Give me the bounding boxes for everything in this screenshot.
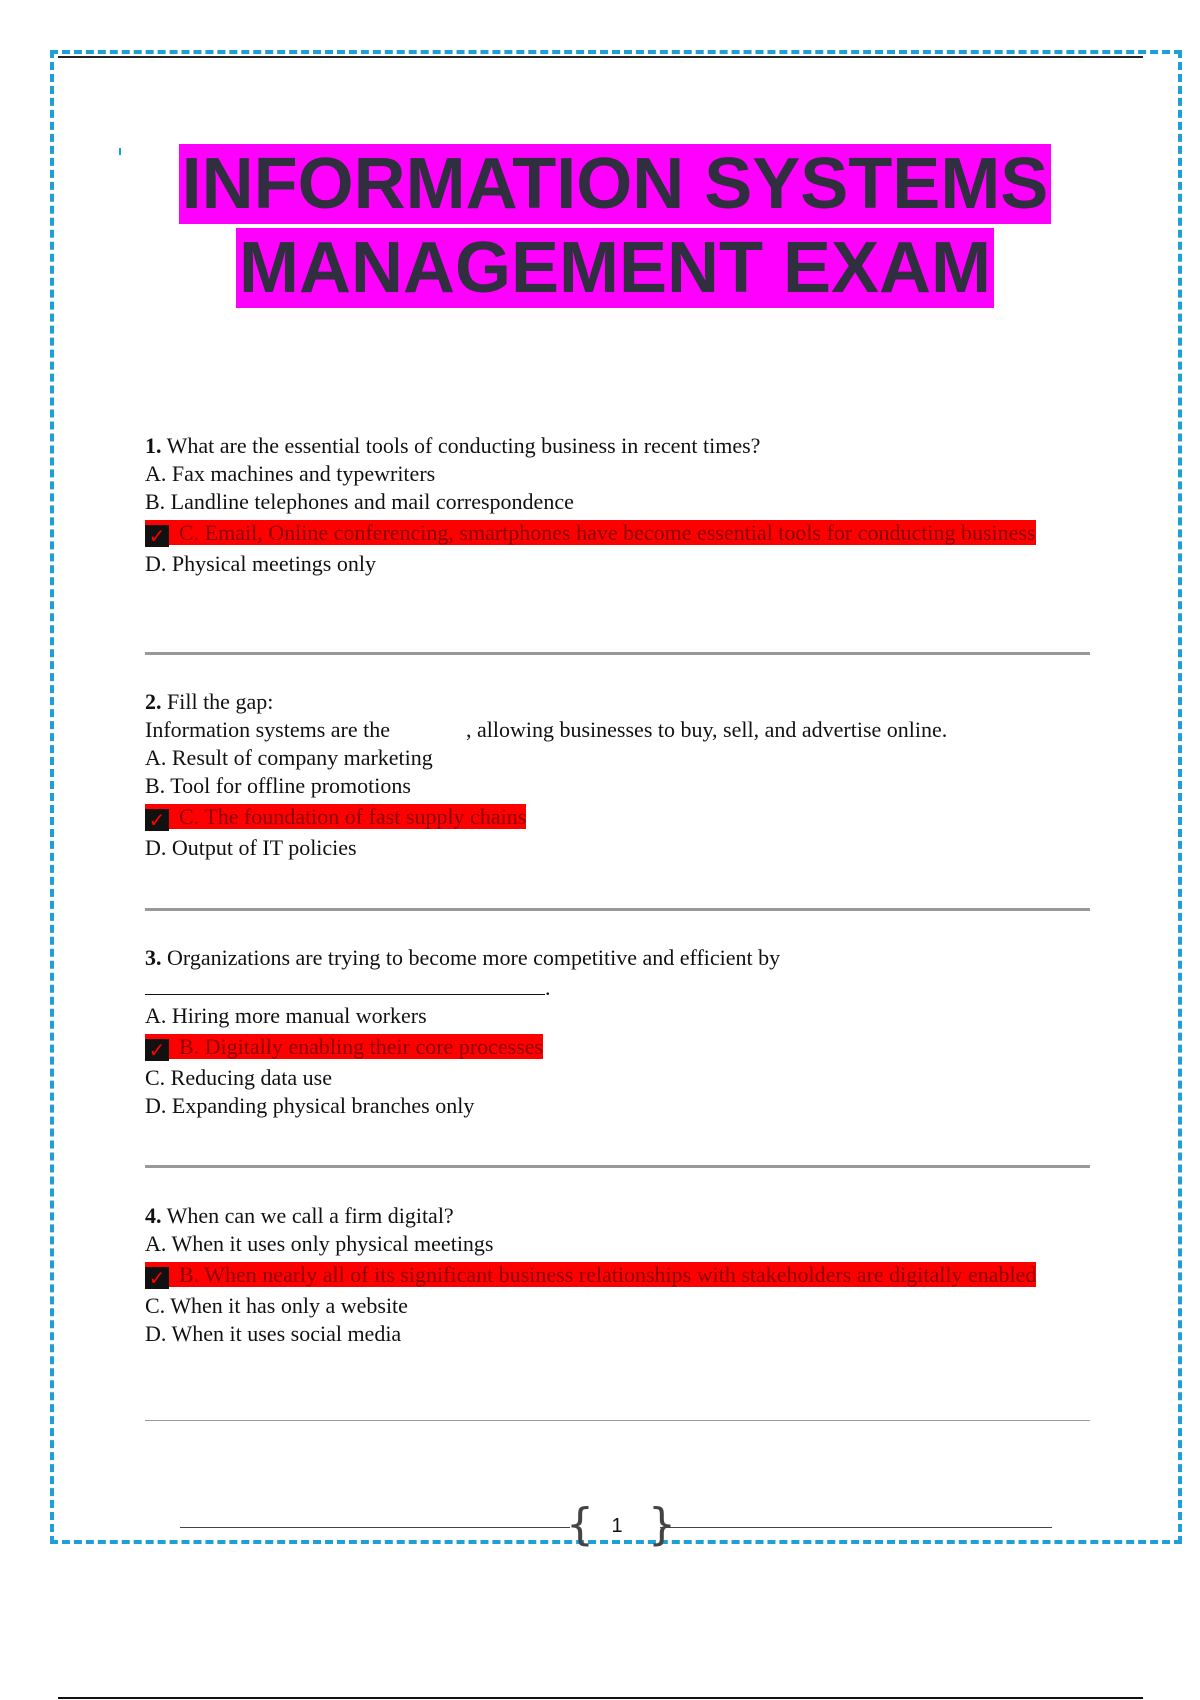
question-text: Fill the gap: (167, 689, 274, 714)
question-number: 4. (145, 1203, 162, 1228)
answer-option: A. Hiring more manual workers (145, 1003, 427, 1028)
correct-answer-text: C. The foundation of fast supply chains (179, 804, 527, 829)
answer-option: D. When it uses social media (145, 1321, 402, 1346)
title-line-1: INFORMATION SYSTEMS (179, 144, 1052, 224)
question-1 (145, 432, 1085, 578)
page-number: 1 (611, 1515, 623, 1537)
question-3 (145, 944, 1085, 1120)
fill-gap-sentence (145, 716, 1085, 744)
question-divider (145, 1420, 1090, 1421)
correct-answer-highlight (145, 1034, 544, 1062)
correct-answer-highlight (145, 520, 1036, 548)
question-stem (145, 1202, 1085, 1230)
question-stem (145, 688, 1085, 716)
title-line-2: MANAGEMENT EXAM (236, 228, 994, 308)
question-text: When can we call a firm digital? (166, 1203, 454, 1228)
answer-option: D. Output of IT policies (145, 835, 357, 860)
question-text: What are the essential tools of conducting business in recent times? (166, 433, 761, 458)
answer-option: B. Landline telephones and mail correspondence (145, 489, 574, 514)
question-divider (145, 1165, 1090, 1168)
correct-answer-highlight (145, 1262, 1037, 1290)
correct-answer-text: C. Email, Online conferencing, smartphones have become essential tools for conducting business (179, 520, 1036, 545)
correct-answer-block (145, 1260, 1085, 1290)
answer-option: C. Reducing data use (145, 1065, 332, 1090)
top-rule (58, 56, 1143, 58)
question-number: 1. (145, 433, 162, 458)
sentence-end: , allowing businesses to buy, sell, and advertise online. (466, 717, 948, 742)
exam-title (0, 142, 1200, 310)
question-divider (145, 652, 1090, 655)
answer-option: A. Fax machines and typewriters (145, 461, 436, 486)
question-stem (145, 944, 1085, 972)
bottom-rule (58, 1697, 1143, 1699)
footer-rule-left (180, 1527, 570, 1528)
checkmark-icon: ✓ (145, 1039, 169, 1061)
checkmark-icon: ✓ (145, 1267, 169, 1289)
question-text: Organizations are trying to become more competitive and efficient by (167, 945, 781, 970)
correct-answer-text: B. Digitally enabling their core processes (179, 1034, 544, 1059)
answer-blank-line (145, 974, 1085, 1002)
correct-answer-highlight (145, 804, 527, 832)
footer-brace-left: { (566, 1499, 594, 1550)
answer-option: A. Result of company marketing (145, 745, 433, 770)
footer-rule-right (660, 1527, 1052, 1528)
blank-underline (145, 976, 545, 995)
checkmark-icon: ✓ (145, 525, 169, 547)
question-stem (145, 432, 1085, 460)
correct-answer-block (145, 518, 1085, 548)
correct-answer-text: B. When nearly all of its significant business relationships with stakeholders are digitally enabled (179, 1262, 1037, 1287)
question-4 (145, 1202, 1085, 1348)
question-number: 2. (145, 689, 162, 714)
correct-answer-block (145, 1032, 1085, 1062)
correct-answer-block (145, 802, 1085, 832)
blank-period: . (545, 975, 551, 1000)
answer-option: A. When it uses only physical meetings (145, 1231, 494, 1256)
question-number: 3. (145, 945, 162, 970)
answer-option: C. When it has only a website (145, 1293, 408, 1318)
answer-option: B. Tool for offline promotions (145, 773, 411, 798)
footer-brace-right: } (648, 1499, 676, 1550)
answer-option: D. Expanding physical branches only (145, 1093, 475, 1118)
answer-option: D. Physical meetings only (145, 551, 376, 576)
sentence-start: Information systems are the (145, 717, 390, 742)
question-divider (145, 908, 1090, 911)
checkmark-icon: ✓ (145, 809, 169, 831)
question-2 (145, 688, 1085, 862)
